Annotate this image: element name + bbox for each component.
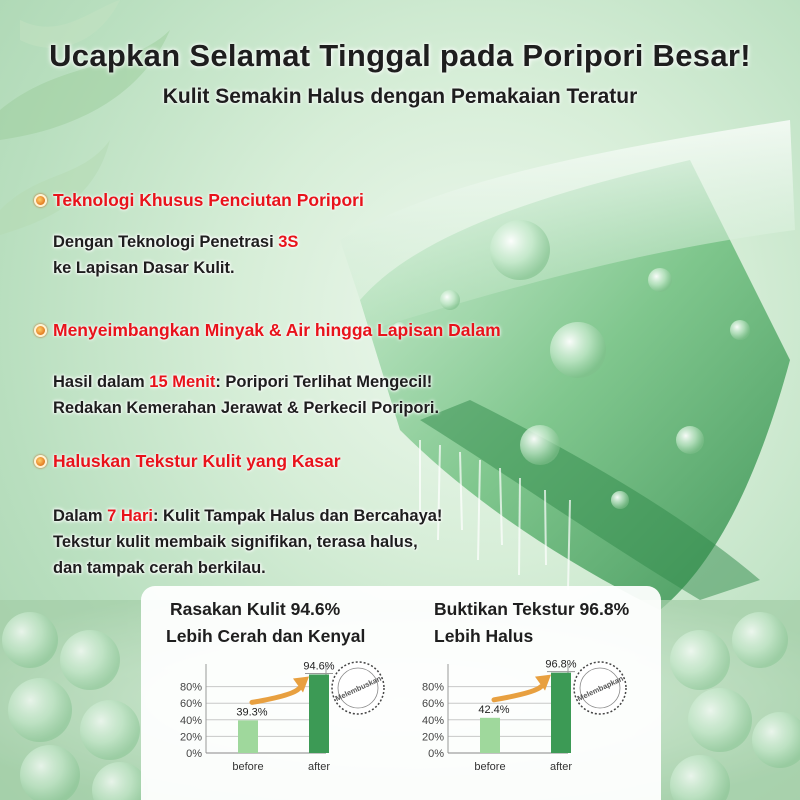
- right-claim: [434, 596, 629, 650]
- right-claim-line: Buktikan Tekstur 96.8%: [434, 599, 630, 619]
- x-tick-label: before: [474, 761, 506, 773]
- y-tick-label: 0%: [186, 748, 202, 760]
- feature-highlight: 7 Hari: [107, 507, 153, 525]
- stamp-text: Melembuskan: [333, 673, 383, 704]
- feature-body-3: [53, 503, 442, 581]
- feature-heading-1: [34, 190, 364, 211]
- feature-heading-3: [34, 451, 341, 472]
- feature-body-1: [53, 229, 298, 281]
- chart-right: [408, 650, 654, 780]
- feature-line: [53, 369, 439, 395]
- feature-text: Dengan Teknologi Penetrasi: [53, 233, 279, 251]
- stamp-text: Melembapkan: [575, 673, 625, 704]
- y-tick-label: 20%: [179, 731, 202, 744]
- feature-text: Hasil dalam: [53, 373, 150, 391]
- feature-line: [53, 229, 298, 255]
- bar-before: [238, 720, 258, 753]
- feature-heading-2: [34, 320, 501, 341]
- left-claim: [166, 596, 365, 650]
- y-tick-label: 40%: [421, 714, 444, 727]
- y-tick-label: 80%: [421, 681, 444, 694]
- y-tick-label: 60%: [421, 698, 444, 711]
- y-tick-label: 0%: [428, 748, 444, 760]
- feature-line: Redakan Kemerahan Jerawat & Perkecil Poripori.: [53, 399, 440, 417]
- chart-left-svg: [166, 650, 400, 780]
- feature-text: Dalam: [53, 507, 108, 525]
- page-subtitle: Kulit Semakin Halus dengan Pemakaian Teratur: [162, 85, 638, 108]
- y-tick-label: 80%: [179, 681, 202, 694]
- y-tick-label: 60%: [179, 698, 202, 711]
- bullet-icon: [34, 324, 47, 337]
- feature-body-2: [53, 369, 439, 421]
- bar-after: [309, 674, 329, 753]
- right-claim-line: Lebih Halus: [434, 626, 534, 646]
- feature-heading-text: Teknologi Khusus Penciutan Poripori: [53, 190, 364, 210]
- bullet-icon: [34, 194, 47, 207]
- y-tick-label: 40%: [179, 714, 202, 727]
- feature-highlight: 3S: [278, 233, 299, 251]
- left-claim-line: Lebih Cerah dan Kenyal: [166, 626, 366, 646]
- x-tick-label: after: [307, 761, 331, 773]
- feature-line: ke Lapisan Dasar Kulit.: [53, 259, 235, 277]
- chart-right-svg: [408, 650, 654, 780]
- data-label: 94.6%: [303, 660, 335, 673]
- feature-line: [53, 503, 442, 529]
- data-label: 96.8%: [545, 658, 577, 671]
- x-tick-label: before: [232, 761, 264, 773]
- feature-line: dan tampak cerah berkilau.: [53, 559, 266, 577]
- x-tick-label: after: [549, 761, 573, 773]
- trend-arrow-icon: [252, 688, 299, 702]
- feature-text: : Kulit Tampak Halus dan Bercahaya!: [152, 507, 443, 525]
- feature-heading-text: Haluskan Tekstur Kulit yang Kasar: [53, 451, 341, 471]
- trend-arrow-icon: [494, 687, 541, 700]
- data-label: 42.4%: [478, 703, 510, 716]
- bullet-icon: [34, 455, 47, 468]
- bar-after: [551, 673, 571, 753]
- feature-heading-text: Menyeimbangkan Minyak & Air hingga Lapisan Dalam: [53, 320, 501, 340]
- feature-highlight: 15 Menit: [149, 373, 216, 391]
- chart-left: [166, 650, 400, 780]
- feature-text: : Poripori Terlihat Mengecil!: [215, 373, 433, 391]
- y-tick-label: 20%: [421, 731, 444, 744]
- left-claim-line: Rasakan Kulit 94.6%: [170, 599, 341, 619]
- page-title: Ucapkan Selamat Tinggal pada Poripori Besar!: [49, 38, 751, 73]
- data-label: 39.3%: [236, 706, 268, 719]
- bar-before: [480, 718, 500, 753]
- feature-line: Tekstur kulit membaik signifikan, terasa halus,: [53, 533, 418, 551]
